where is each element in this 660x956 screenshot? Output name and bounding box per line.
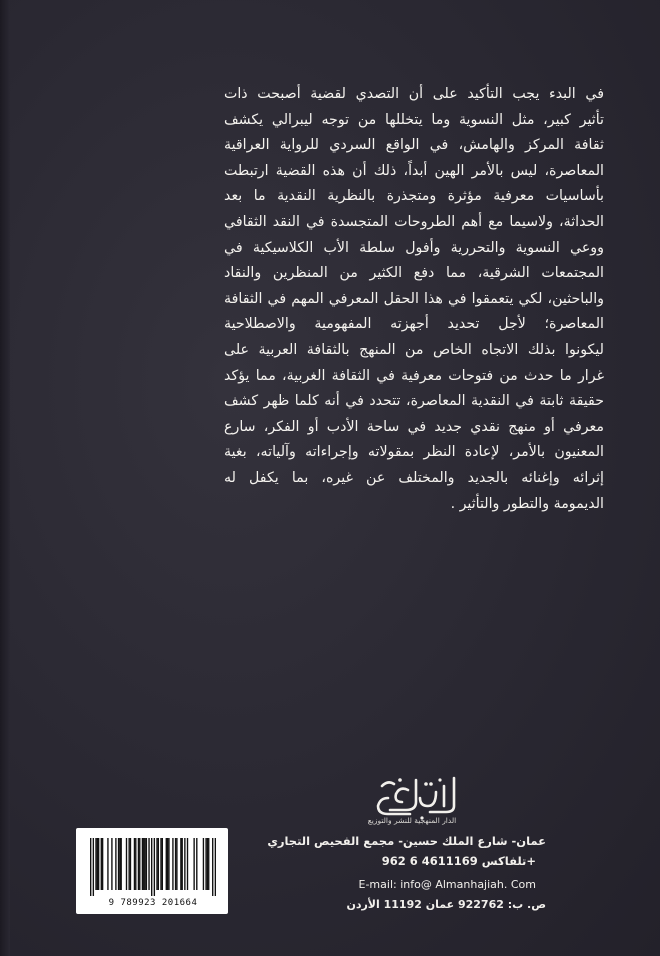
publisher-address: عمان- شارع الملك حسين- مجمع الفحيص التجاري (267, 834, 546, 848)
barcode-bar (208, 838, 209, 890)
barcode-bar (138, 838, 139, 890)
blurb-line: معرفي أو منهج نقدي جديد في ساحة الأدب أو الفكر، سارع (224, 418, 604, 435)
blurb-line: ثقافة المركز والهامش، في الواقع السردي للرواية العراقية (224, 137, 604, 154)
barcode-bar (203, 838, 204, 890)
barcode-bar (205, 838, 206, 890)
barcode-bar (154, 838, 155, 896)
publisher-phone: تلفاكس 4611169 6 962+ (381, 854, 536, 868)
barcode-bar (196, 838, 197, 890)
barcode-bar (146, 838, 147, 890)
barcode-bar (111, 838, 112, 890)
barcode-bar (119, 838, 120, 890)
blurb-line: الحداثة، ولاسيما مع أهم الطروحات المتجسدة في النقد الثقافي (224, 213, 604, 230)
blurb-line: المعاصرة؛ لأجل تحديد أجهزته المفهومية والاصطلاحية (224, 316, 604, 333)
barcode-bar (121, 838, 122, 890)
barcode-bar (135, 838, 136, 890)
blurb-line: ووعي النسوية والتحررية وأفول سلطة الأب الكلاسيكية في (224, 239, 604, 256)
barcode-bar (166, 838, 167, 890)
barcode-bar (118, 838, 119, 890)
barcode-bar (207, 838, 208, 890)
barcode-bar (187, 838, 188, 890)
barcode-bar (139, 838, 140, 890)
blurb-line: غرار ما حدث من فتوحات معرفية في الثقافة الغربية، مما يؤكد (224, 367, 604, 384)
barcode-bar (101, 838, 102, 890)
barcode-bar (168, 838, 169, 890)
barcode-bar (148, 838, 149, 890)
barcode-bar (98, 838, 99, 890)
blurb-line: المجتمعات الشرقية، مما دفع الكثير من المنظرين والنقاد (224, 265, 604, 282)
publisher-email: E-mail: info@ Almanhajiah. Com (358, 878, 536, 891)
barcode-bar (143, 838, 144, 890)
barcode-bar (107, 838, 108, 890)
publisher-logo (370, 772, 460, 820)
barcode-bar (167, 838, 168, 890)
barcode-bar (184, 838, 185, 890)
barcode-bar (144, 838, 145, 890)
back-cover-blurb (224, 82, 604, 517)
barcode-bar (156, 838, 157, 890)
barcode-bar (160, 838, 161, 890)
barcode-bar (175, 838, 176, 890)
barcode-bar (93, 838, 94, 896)
barcode-bar (142, 838, 143, 890)
barcode-bar (172, 838, 173, 890)
barcode-bar (134, 838, 135, 890)
barcode-bar (126, 838, 127, 890)
blurb-line: في البدء يجب التأكيد على أن التصدي لقضية أصبحت ذات (224, 86, 604, 102)
isbn-number: 9 789923 201664 (108, 898, 198, 908)
barcode-bar (162, 838, 163, 890)
barcode-bar (215, 838, 216, 896)
barcode-bar (158, 838, 159, 890)
blurb-line: والباحثين، لكي يتعمقوا في هذا الحقل المعرفي المهم في الثقافة (224, 290, 604, 307)
blurb-line: المعاصرة، ليس بالأمر الهين أبداً، ذلك أن هذه القضية ارتبطت (224, 162, 604, 179)
barcode-bar (182, 838, 183, 890)
barcode-bar (176, 838, 177, 890)
barcode-bar (102, 838, 103, 890)
blurb-line: المعنيون بالأمر، لإعادة النظر بمقولاته وإجراءاته وآلياته، بغية (224, 444, 604, 461)
barcode (90, 838, 216, 896)
barcode-bar (151, 838, 152, 896)
barcode-bar (115, 838, 116, 890)
blurb-line: تأثير كبير، مثل النسوية وما يتخللها من توجه ليبرالي يكشف (224, 111, 604, 128)
barcode-bar (130, 838, 131, 890)
publisher-pobox: ص. ب: 922762 عمان 11192 الأردن (346, 898, 546, 911)
barcode-bar (95, 838, 96, 890)
blurb-line: ليكونوا بذلك الاتجاه الخاص من المنهج بالثقافة العربية على (224, 341, 604, 358)
isbn-barcode-label (76, 828, 228, 914)
blurb-line: الديمومة والتطور والتأثير . (450, 495, 604, 512)
barcode-bar (90, 838, 91, 896)
spine-edge (0, 0, 10, 956)
barcode-bar (97, 838, 98, 890)
barcode-bar (180, 838, 181, 890)
blurb-line: بأساسيات معرفية مؤثرة ومتجذرة بالنظرية النقدية ما بعد (224, 188, 604, 205)
barcode-bar (128, 838, 129, 890)
barcode-bar (212, 838, 213, 896)
publisher-tagline: الدار المنهجية للنشر والتوزيع (367, 816, 457, 825)
barcode-bar (193, 838, 194, 890)
blurb-line: حقيقة ثابتة في النقدية المعاصرة، تتحدد في أنه كلما ظهر كشف (224, 393, 604, 410)
blurb-line: إثرائه وإغنائه بالجديد والمختلف عن غيره، بما يكفل له (224, 469, 604, 486)
